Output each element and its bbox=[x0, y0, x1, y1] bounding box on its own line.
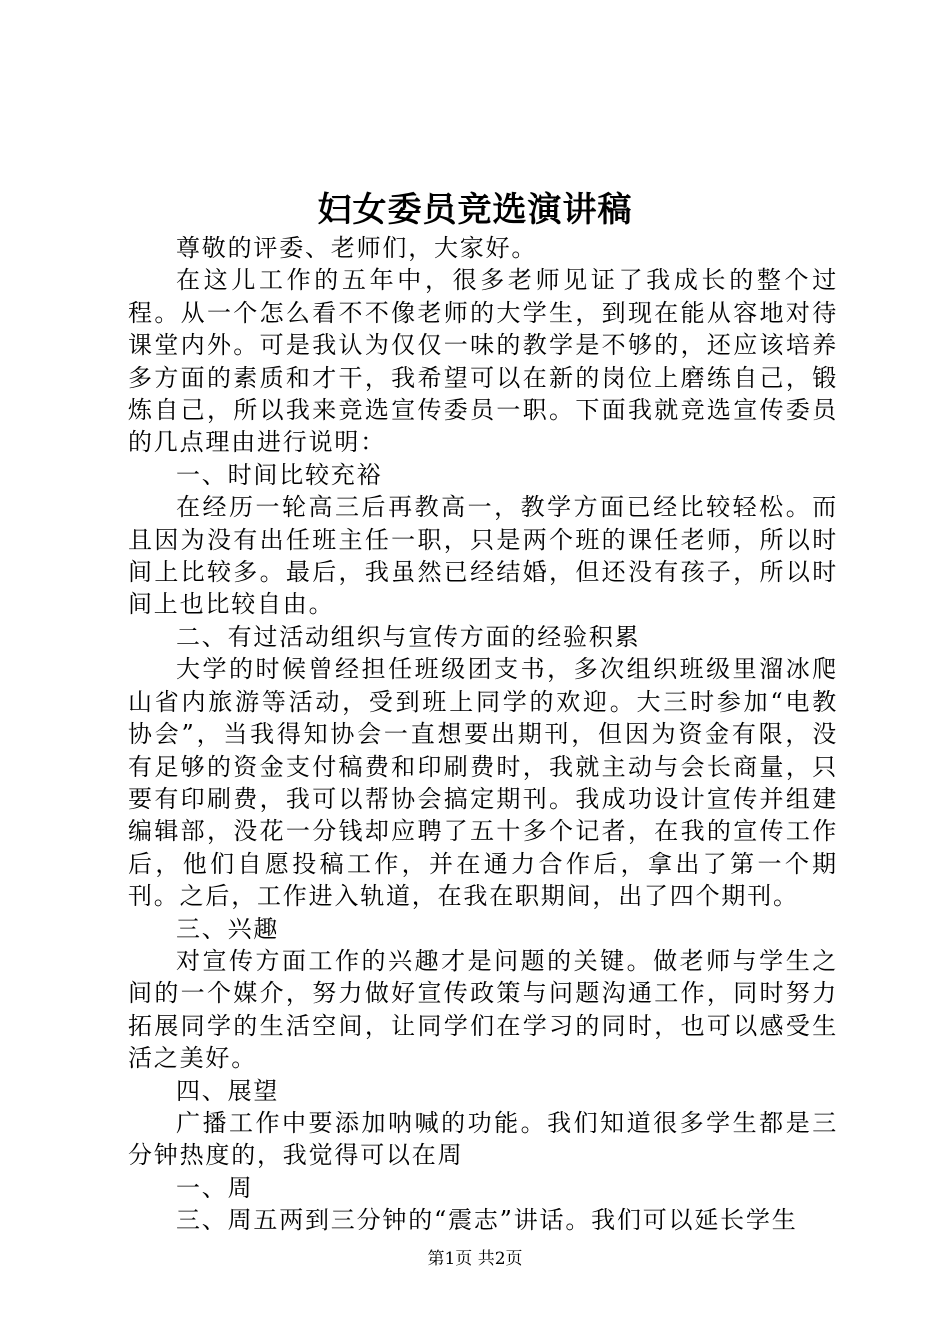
paragraph-fragment-1: 一、周 bbox=[176, 1173, 254, 1202]
page-footer: 第1页 共2页 bbox=[427, 1249, 523, 1269]
paragraph-intro: 在这儿工作的五年中，很多老师见证了我成长的整个过程。从一个怎么看不不像老师的大学生，到现在能从容地对待课堂内外。可是我认为仅仅一味的教学是不够的，还应该培养多方面的素质和才干，我希望可以在新的岗位上磨练自己，锻炼自己，所以我来竞选宣传委员一职。下面我就竞选宣传委员的几点理由进行说明： bbox=[128, 266, 838, 457]
paragraph-section-1: 在经历一轮高三后再教高一，教学方面已经比较轻松。而且因为没有出任班主任一职，只是两个班的课任老师，所以时间上比较多。最后，我虽然已经结婚，但还没有孩子，所以时间上也比较自由。 bbox=[128, 493, 838, 619]
section-heading-3: 三、兴趣 bbox=[176, 914, 280, 943]
document-title: 妇女委员竞选演讲稿 bbox=[317, 190, 633, 230]
paragraph-section-2: 大学的时候曾经担任班级团支书，多次组织班级里溜冰爬山省内旅游等活动，受到班上同学的欢迎。大三时参加“电教协会”，当我得知协会一直想要出期刊，但因为资金有限，没有足够的资金支付稿费和印刷费时，我就主动与会长商量，只要有印刷费，我可以帮协会搞定期刊。我成功设计宣传并组建编辑部，没花一分钱却应聘了五十多个记者，在我的宣传工作后，他们自愿投稿工作，并在通力合作后，拿出了第一个期刊。之后，工作进入轨道，在我在职期间，出了四个期刊。 bbox=[128, 655, 838, 911]
paragraph-section-4: 广播工作中要添加呐喊的功能。我们知道很多学生都是三分钟热度的，我觉得可以在周 bbox=[128, 1108, 838, 1170]
document-body bbox=[128, 232, 838, 1237]
section-heading-1: 一、时间比较充裕 bbox=[176, 460, 383, 489]
paragraph-greeting: 尊敬的评委、老师们，大家好。 bbox=[176, 234, 538, 262]
section-heading-2: 二、有过活动组织与宣传方面的经验积累 bbox=[176, 622, 641, 651]
paragraph-fragment-2: 三、周五两到三分钟的“震志”讲话。我们可以延长学生 bbox=[176, 1206, 798, 1235]
section-heading-4: 四、展望 bbox=[176, 1076, 280, 1105]
paragraph-section-3: 对宣传方面工作的兴趣才是问题的关键。做老师与学生之间的一个媒介，努力做好宣传政策与问题沟通工作，同时努力拓展同学的生活空间，让同学们在学习的同时，也可以感受生活之美好。 bbox=[128, 946, 838, 1073]
